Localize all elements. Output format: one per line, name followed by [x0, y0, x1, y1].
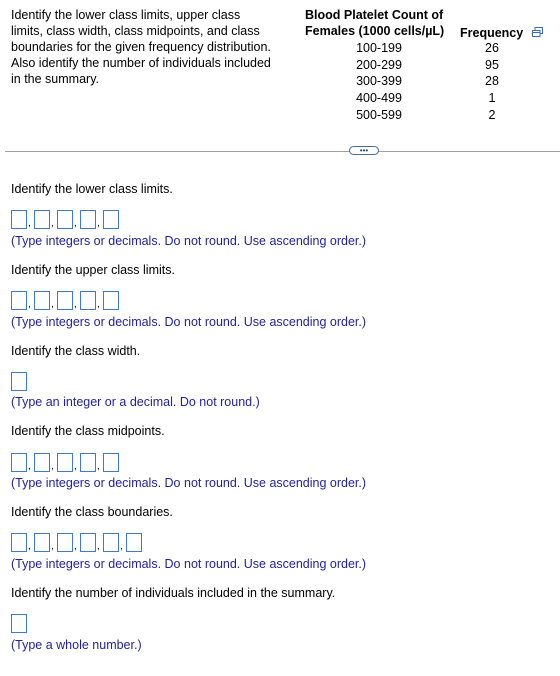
- intro-line: boundaries for the given frequency distribution.: [11, 40, 271, 54]
- comma-separator: ,: [97, 299, 100, 310]
- copy-icon[interactable]: [532, 27, 543, 38]
- intro-line: in the summary.: [11, 72, 99, 86]
- answer-input[interactable]: [11, 614, 27, 633]
- problem-intro: [11, 7, 296, 87]
- frequency-cell: 2: [488, 108, 496, 122]
- answer-row-upper-limits: [11, 290, 119, 310]
- answer-input[interactable]: [34, 453, 50, 472]
- answer-input[interactable]: [103, 453, 119, 472]
- answer-row-lower-limits: [11, 209, 119, 229]
- answer-input[interactable]: [57, 291, 73, 310]
- class-cell: 400-499: [356, 91, 402, 105]
- answer-input[interactable]: [11, 372, 27, 391]
- input-hint: (Type integers or decimals. Do not round. Use ascending order.): [11, 557, 367, 571]
- comma-separator: ,: [51, 218, 54, 229]
- question-prompt: Identify the class midpoints.: [11, 424, 165, 438]
- question-prompt: Identify the number of individuals included in the summary.: [11, 586, 336, 600]
- answer-input[interactable]: [34, 533, 50, 552]
- comma-separator: ,: [97, 218, 100, 229]
- answer-input[interactable]: [126, 533, 142, 552]
- frequency-cell: 95: [485, 58, 499, 72]
- class-cell: 100-199: [356, 41, 402, 55]
- answer-input[interactable]: [80, 453, 96, 472]
- intro-line: Also identify the number of individuals included: [11, 56, 271, 70]
- answer-input[interactable]: [57, 453, 73, 472]
- answer-input[interactable]: [11, 291, 27, 310]
- comma-separator: ,: [74, 461, 77, 472]
- question-prompt: Identify the class boundaries.: [11, 505, 173, 519]
- table-title-line: Females (1000 cells/µL): [305, 24, 445, 38]
- answer-input[interactable]: [80, 210, 96, 229]
- answer-row-midpoints: [11, 452, 119, 472]
- input-hint: (Type an integer or a decimal. Do not round.): [11, 395, 260, 409]
- question-prompt: Identify the class width.: [11, 344, 141, 358]
- frequency-header: Frequency: [460, 26, 524, 40]
- comma-separator: ,: [28, 541, 31, 552]
- intro-line: Identify the lower class limits, upper class: [11, 8, 241, 22]
- comma-separator: ,: [97, 541, 100, 552]
- class-cell: 200-299: [356, 58, 402, 72]
- comma-separator: ,: [28, 218, 31, 229]
- answer-input[interactable]: [80, 291, 96, 310]
- frequency-cell: 26: [485, 41, 499, 55]
- frequency-cell: 28: [485, 74, 499, 88]
- comma-separator: ,: [28, 299, 31, 310]
- table-title-line: Blood Platelet Count of: [305, 8, 444, 22]
- intro-line: limits, class width, class midpoints, and class: [11, 24, 260, 38]
- answer-input[interactable]: [34, 291, 50, 310]
- input-hint: (Type integers or decimals. Do not round. Use ascending order.): [11, 315, 367, 329]
- answer-input[interactable]: [80, 533, 96, 552]
- more-options-label: •••: [359, 145, 369, 155]
- input-hint: (Type a whole number.): [11, 638, 142, 652]
- frequency-cell: 1: [488, 91, 496, 105]
- answer-input[interactable]: [103, 210, 119, 229]
- answer-input[interactable]: [11, 533, 27, 552]
- comma-separator: ,: [28, 461, 31, 472]
- answer-input[interactable]: [34, 210, 50, 229]
- class-cell: 500-599: [356, 108, 402, 122]
- answer-row-total: [11, 613, 27, 633]
- comma-separator: ,: [74, 541, 77, 552]
- input-hint: (Type integers or decimals. Do not round. Use ascending order.): [11, 234, 367, 248]
- comma-separator: ,: [51, 461, 54, 472]
- comma-separator: ,: [74, 299, 77, 310]
- comma-separator: ,: [51, 299, 54, 310]
- answer-row-class-width: [11, 371, 27, 391]
- comma-separator: ,: [74, 218, 77, 229]
- answer-row-boundaries: [11, 532, 142, 552]
- answer-input[interactable]: [11, 210, 27, 229]
- comma-separator: ,: [120, 541, 123, 552]
- input-hint: (Type integers or decimals. Do not round. Use ascending order.): [11, 476, 367, 490]
- answer-input[interactable]: [57, 210, 73, 229]
- answer-input[interactable]: [103, 533, 119, 552]
- section-divider: [5, 151, 560, 152]
- answer-input[interactable]: [57, 533, 73, 552]
- table-title: [305, 7, 444, 39]
- class-cell: 300-399: [356, 74, 402, 88]
- comma-separator: ,: [97, 461, 100, 472]
- answer-input[interactable]: [103, 291, 119, 310]
- answer-input[interactable]: [11, 453, 27, 472]
- more-options-button[interactable]: [349, 146, 379, 155]
- question-prompt: Identify the lower class limits.: [11, 182, 173, 196]
- comma-separator: ,: [51, 541, 54, 552]
- question-prompt: Identify the upper class limits.: [11, 263, 175, 277]
